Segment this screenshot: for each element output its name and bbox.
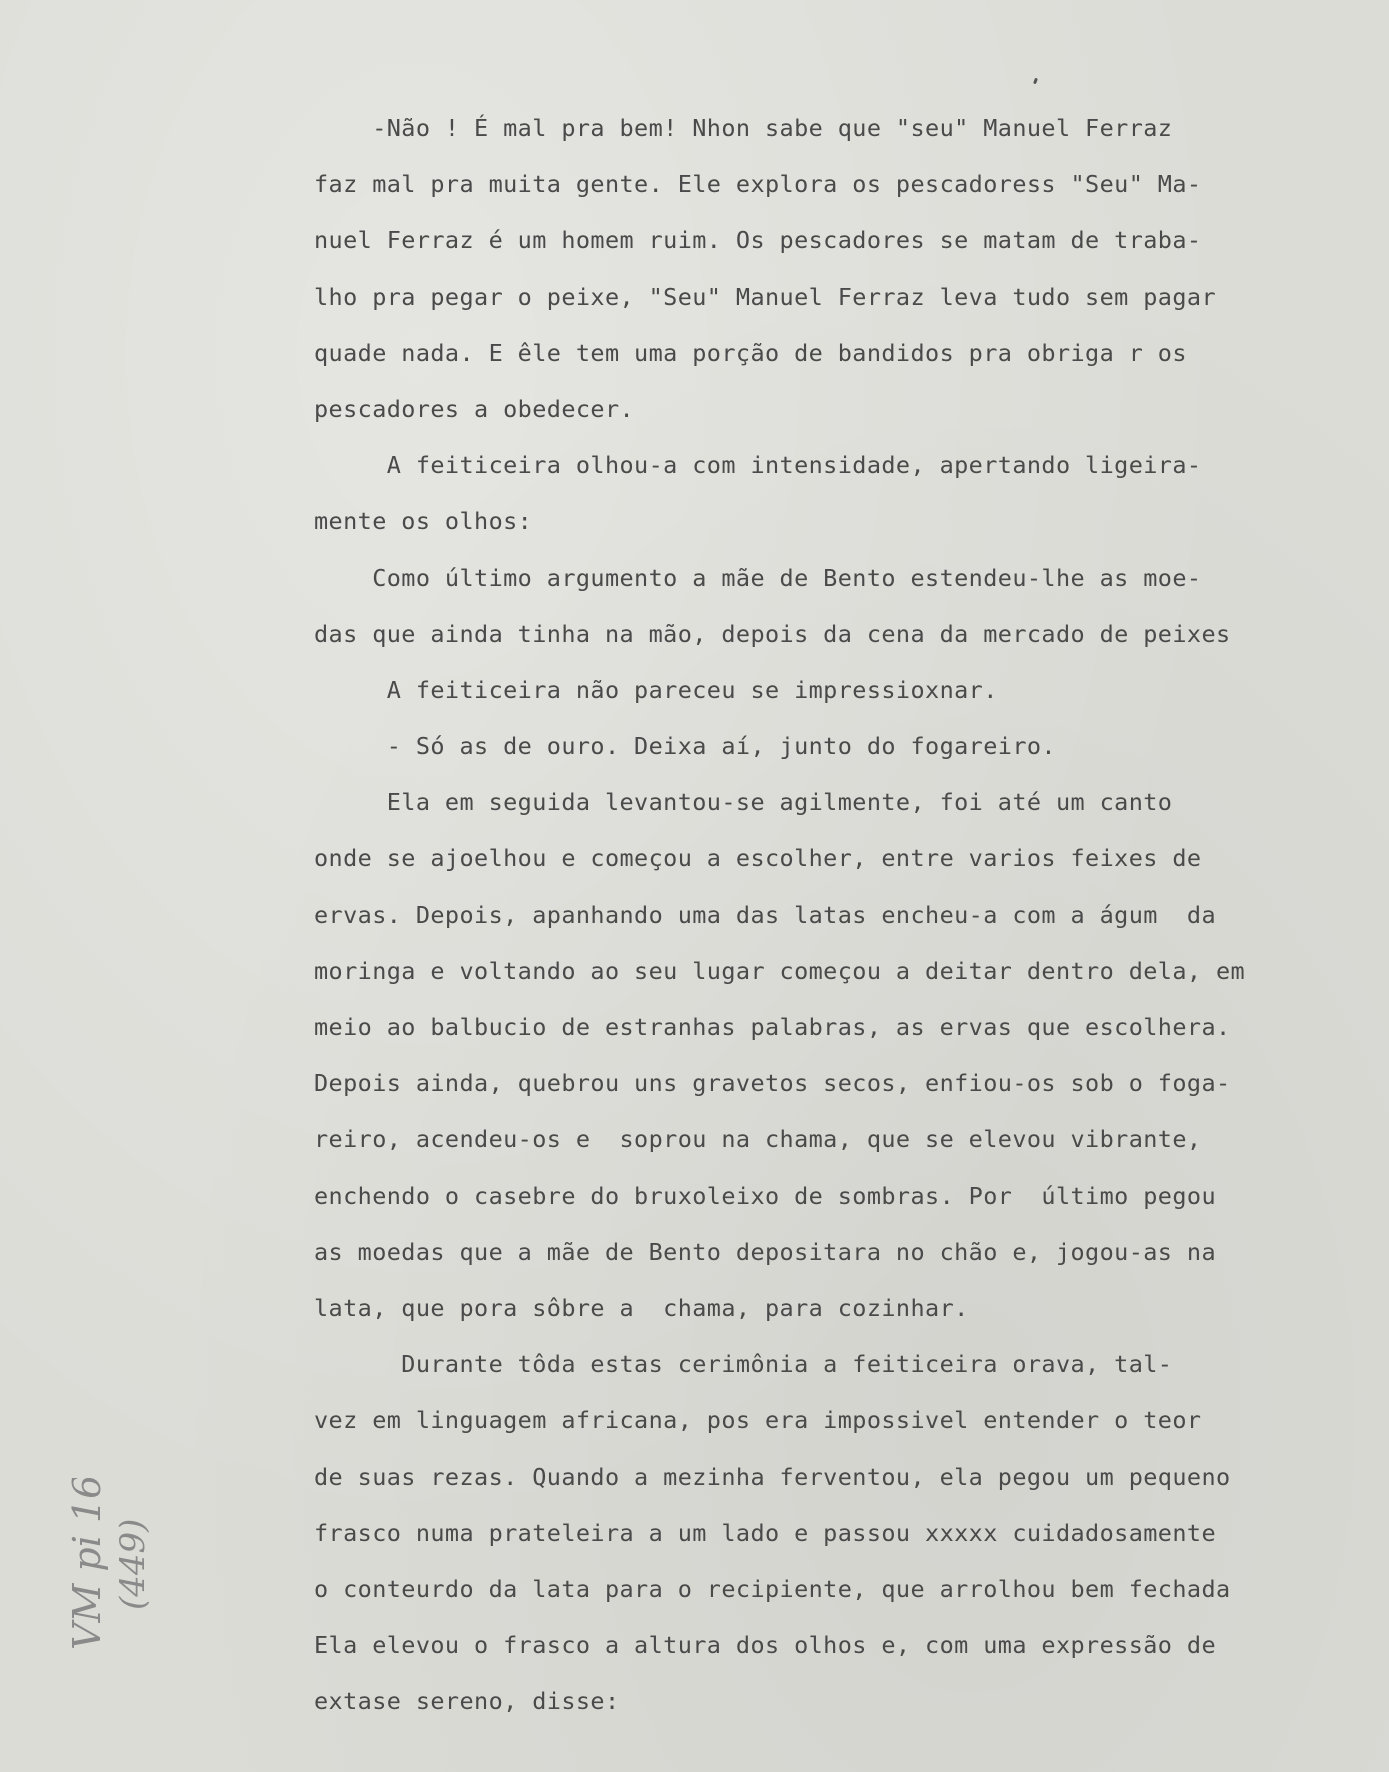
text-line: lata, que pora sôbre a chama, para cozinhar. <box>314 1293 969 1322</box>
text-line: A feiticeira não pareceu se impressioxnar. <box>314 675 998 704</box>
text-line: onde se ajoelhou e começou a escolher, entre varios feixes de <box>314 844 1202 873</box>
text-line: pescadores a obedecer. <box>314 394 635 423</box>
text-line: Como último argumento a mãe de Bento estendeu-lhe as moe- <box>314 563 1202 592</box>
text-line: extase sereno, disse: <box>314 1687 620 1716</box>
text-line: frasco numa prateleira a um lado e passou xxxxx cuidadosamente <box>314 1518 1216 1547</box>
text-line: Depois ainda, quebrou uns gravetos secos, enfiou-os sob o foga- <box>314 1069 1231 1098</box>
text-line: Ela em seguida levantou-se agilmente, foi até um canto <box>314 788 1173 817</box>
text-line: enchendo o casebre do bruxoleixo de sombras. Por último pegou <box>314 1181 1216 1210</box>
text-line: das que ainda tinha na mão, depois da cena da mercado de peixes <box>314 619 1231 648</box>
text-line: as moedas que a mãe de Bento depositara no chão e, jogou-as na <box>314 1237 1216 1266</box>
annotation-line-1: VM pi 163 <box>65 1478 109 1650</box>
text-line: mente os olhos: <box>314 507 533 536</box>
text-line: ervas. Depois, apanhando uma das latas encheu-a com a águm da <box>314 900 1216 929</box>
text-line: faz mal pra muita gente. Ele explora os pescadoress "Seu" Ma- <box>314 170 1202 199</box>
handwritten-annotation-drawing <box>52 1478 192 1658</box>
text-line: reiro, acendeu-os e soprou na chama, que se elevou vibrante, <box>314 1125 1202 1154</box>
text-line: Ela elevou o frasco a altura dos olhos e, com uma expressão de <box>314 1631 1216 1660</box>
text-line: de suas rezas. Quando a mezinha ferventou, ela pegou um pequeno <box>314 1462 1231 1491</box>
text-line: -Não ! É mal pra bem! Nhon sabe que "seu" Manuel Ferraz <box>314 114 1173 142</box>
text-line: quade nada. E êle tem uma porção de bandidos pra obriga r os <box>314 338 1187 367</box>
text-line: meio ao balbucio de estranhas palabras, as ervas que escolhera. <box>314 1013 1231 1041</box>
text-line: lho pra pegar o peixe, "Seu" Manuel Ferraz leva tudo sem pagar <box>314 282 1216 311</box>
text-line: nuel Ferraz é um homem ruim. Os pescadores se matam de traba- <box>314 226 1202 255</box>
text-line: A feiticeira olhou-a com intensidade, apertando ligeira- <box>314 451 1202 480</box>
text-line: Durante tôda estas cerimônia a feiticeira orava, tal- <box>314 1350 1173 1379</box>
text-line: vez em linguagem africana, pos era impossivel entender o teor <box>314 1406 1202 1435</box>
typewritten-text <box>314 100 1384 1729</box>
text-line: - Só as de ouro. Deixa aí, junto do fogareiro. <box>314 732 1056 761</box>
handwritten-annotation <box>52 1478 192 1658</box>
ink-speck <box>1033 78 1038 85</box>
text-line: moringa e voltando ao seu lugar começou a deitar dentro dela, em <box>314 956 1246 985</box>
annotation-line-2: (449) <box>113 1518 153 1610</box>
text-line: o conteurdo da lata para o recipiente, que arrolhou bem fechada <box>314 1574 1231 1603</box>
